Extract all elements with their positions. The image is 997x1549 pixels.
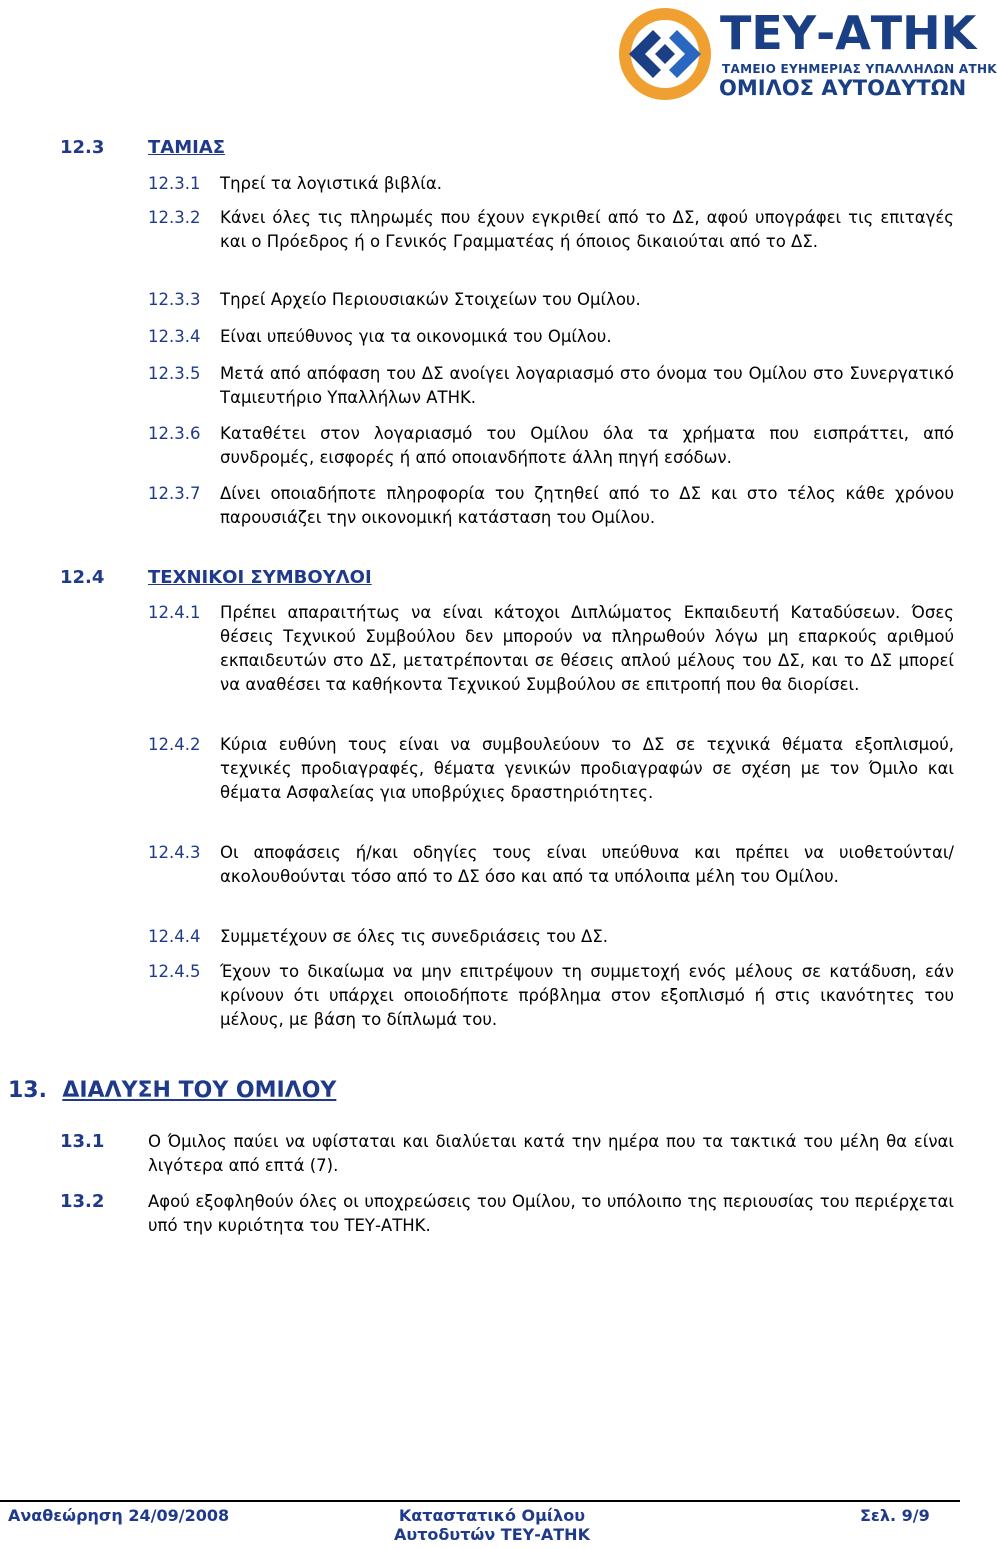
- section-13-number: 13.: [8, 1078, 47, 1103]
- item-12-3-3-text: Τηρεί Αρχείο Περιουσιακών Στοιχείων του Ομίλου.: [220, 290, 641, 309]
- item-12-3-6-number: 12.3.6: [148, 424, 201, 443]
- footer-divider: [0, 1500, 960, 1502]
- footer-doc-title-line-2: Αυτοδυτών ΤΕΥ-ΑΤΗΚ: [394, 1525, 590, 1544]
- item-12-3-1-number: 12.3.1: [148, 174, 201, 193]
- logo-group-name: ΟΜΙΛΟΣ ΑΥΤΟΔΥΤΩΝ: [719, 76, 967, 100]
- item-12-4-4-number: 12.4.4: [148, 927, 201, 946]
- item-12-4-4-text: Συμμετέχουν σε όλες τις συνεδριάσεις του ΔΣ.: [220, 927, 608, 946]
- item-12-4-3-number: 12.4.3: [148, 843, 201, 862]
- section-12-4-title-text: ΤΕΧΝΙΚΟΙ ΣΥΜΒΟΥΛΟΙ: [148, 567, 372, 588]
- item-12-4-1-text: Πρέπει απαραιτήτως να είναι κάτοχοι Διπλώματος Εκπαιδευτή Καταδύσεων. Όσες θέσεις Τεχνικού Συμβούλου δεν μπορούν να πληρωθούν λόγω μη επαρκούς αριθμού εκπαιδευτών στο ΔΣ, μετατρέπονται σε θέσεις απλού μέλους του ΔΣ, και το ΔΣ μπορεί να αναθέσει τα καθήκοντα Τεχνικού Συμβούλου σε επιτροπή που θα διορίσει.: [220, 603, 954, 694]
- item-12-3-2-number: 12.3.2: [148, 208, 201, 227]
- item-12-3-4-text: Είναι υπεύθυνος για τα οικονομικά του Ομίλου.: [220, 327, 612, 346]
- item-12-3-5-text: Μετά από απόφαση του ΔΣ ανοίγει λογαριασμό στο όνομα του Ομίλου στο Συνεργατικό Ταμιευτήριο Υπαλλήλων ΑΤΗΚ.: [220, 364, 954, 407]
- item-13-1-number: 13.1: [60, 1131, 105, 1152]
- logo-title: ΤΕΥ-ΑΤΗΚ: [720, 6, 977, 60]
- section-12-4-number: 12.4: [60, 567, 105, 588]
- item-12-3-7-number: 12.3.7: [148, 484, 201, 503]
- item-12-3-2-text: Κάνει όλες τις πληρωμές που έχουν εγκριθεί από το ΔΣ, αφού υπογράφει τις επιταγές και ο Πρόεδρος ή ο Γενικός Γραμματέας ή όποιος δικαιούται από το ΔΣ.: [220, 208, 954, 251]
- item-12-4-2-text: Κύρια ευθύνη τους είναι να συμβουλεύουν το ΔΣ σε τεχνικά θέματα εξοπλισμού, τεχνικές προδιαγραφές, θέματα γενικών προδιαγραφών σε σχέση με τον Όμιλο και θέματα Ασφαλείας για υποβρύχιες δραστηριότητες.: [220, 735, 954, 802]
- item-13-2-text: Αφού εξοφληθούν όλες οι υποχρεώσεις του Ομίλου, το υπόλοιπο της περιουσίας του περιέρχεται υπό την κυριότητα του ΤΕΥ-ΑΤΗΚ.: [148, 1192, 954, 1235]
- item-12-3-3-number: 12.3.3: [148, 290, 201, 309]
- footer-revision: Αναθεώρηση 24/09/2008: [8, 1506, 230, 1525]
- footer-page-number: Σελ. 9/9: [860, 1506, 930, 1525]
- item-12-3-7-text: Δίνει οποιαδήποτε πληροφορία του ζητηθεί από το ΔΣ και στο τέλος κάθε χρόνου παρουσιάζει την οικονομική κατάσταση του Ομίλου.: [220, 484, 954, 527]
- item-13-2-number: 13.2: [60, 1191, 105, 1212]
- logo: [615, 4, 997, 104]
- item-12-4-3-text: Οι αποφάσεις ή/και οδηγίες τους είναι υπεύθυνα και πρέπει να υιοθετούνται/ακολουθούνται τόσο από το ΔΣ όσο και από τα υπόλοιπα μέλη του Ομίλου.: [220, 843, 954, 886]
- footer-doc-title-line-1: Καταστατικό Ομίλου: [398, 1506, 586, 1525]
- item-12-4-5-text: Έχουν το δικαίωμα να μην επιτρέψουν τη συμμετοχή ενός μέλους σε κατάδυση, εάν κρίνουν ότι υπάρχει οποιοδήποτε πρόβλημα στον εξοπλισμό ή στις ικανότητες του μέλους, με βάση το δίπλωμά του.: [220, 962, 954, 1029]
- section-13-heading: [8, 1078, 336, 1103]
- item-13-1-text: Ο Όμιλος παύει να υφίσταται και διαλύεται κατά την ημέρα που τα τακτικά του μέλη θα είναι λιγότερα από επτά (7).: [148, 1132, 954, 1175]
- section-12-3-number: 12.3: [60, 137, 105, 158]
- item-12-3-4-number: 12.3.4: [148, 327, 201, 346]
- item-12-4-5-number: 12.4.5: [148, 962, 201, 981]
- item-12-3-6-text: Καταθέτει στον λογαριασμό του Ομίλου όλα τα χρήματα που εισπράττει, από συνδρομές, εισφορές ή από οποιανδήποτε άλλη πηγή εσόδων.: [220, 424, 954, 467]
- section-12-4-title: [148, 567, 372, 588]
- logo-emblem-icon: [615, 4, 715, 104]
- section-13-title: ΔΙΑΛΥΣΗ ΤΟΥ ΟΜΙΛΟΥ: [62, 1078, 337, 1103]
- item-12-3-5-number: 12.3.5: [148, 364, 201, 383]
- logo-subtitle: ΤΑΜΕΙΟ ΕΥΗΜΕΡΙΑΣ ΥΠΑΛΛΗΛΩΝ ΑΤΗΚ: [722, 62, 997, 76]
- footer-doc-title: [380, 1506, 604, 1544]
- section-12-3-title: [148, 137, 225, 158]
- section-12-3-title-text: ΤΑΜΙΑΣ: [148, 137, 226, 158]
- item-12-4-1-number: 12.4.1: [148, 603, 201, 622]
- item-12-4-2-number: 12.4.2: [148, 735, 201, 754]
- item-12-3-1-text: Τηρεί τα λογιστικά βιβλία.: [220, 174, 442, 193]
